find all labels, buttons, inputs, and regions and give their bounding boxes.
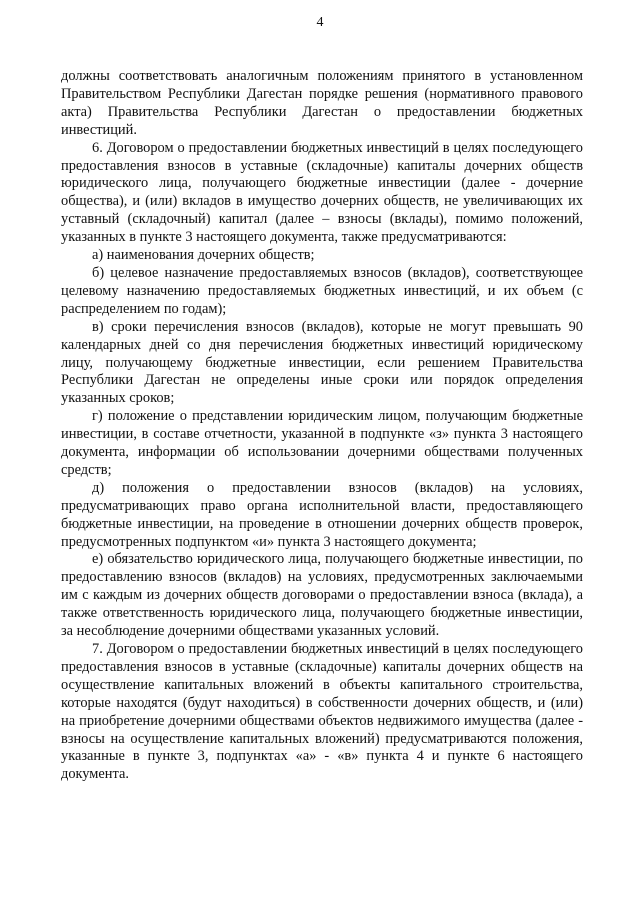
subparagraph-e: е) обязательство юридического лица, получающего бюджетные инвестиции, по предоставлению взносов (вкладов) на условиях, предусмотренных заключаемыми им с каждым из дочерних обществ договорами о предоставлении взноса (вклада), а также ответственность юридического лица, получающего бюджетные инвестиции, за несоблюдение дочерними обществами указанных условий. (61, 551, 583, 640)
paragraph-item-6: 6. Договором о предоставлении бюджетных инвестиций в целях последующего предоставления взносов в уставные (складочные) капиталы дочерних обществ юридического лица, получающего бюджетные инвестиции (далее - дочерние общества), и (или) вкладов в имущество дочерних обществ, не увеличивающих их уставный (складочный) капитал (далее – взносы (вклады), помимо положений, указанных в пункте 3 настоящего документа, также предусматриваются: (61, 139, 583, 246)
page-number: 4 (316, 15, 324, 30)
subparagraph-d: д) положения о предоставлении взносов (вкладов) на условиях, предусматривающих право органа исполнительной власти, предоставляющего бюджетные инвестиции, на проведение в отношении дочерних обществ проверок, предусмотренных подпунктом «и» пункта 3 настоящего документа; (61, 479, 583, 550)
subparagraph-b: б) целевое назначение предоставляемых взносов (вкладов), соответствующее целевому назначению предоставляемых бюджетных инвестиций, и их объем (с распределением по годам); (61, 264, 583, 317)
subparagraph-v: в) сроки перечисления взносов (вкладов), которые не могут превышать 90 календарных дней со дня перечисления бюджетных инвестиций юридическому лицу, получающему бюджетные инвестиции, если решением Правительства Республики Дагестан не определены иные сроки или порядок определения указанных сроков; (61, 318, 583, 407)
paragraph-continuation: должны соответствовать аналогичным положениям принятого в установленном Правительством Республики Дагестан порядке решения (нормативного правового акта) Правительства Республики Дагестан о предоставлении бюджетных инвестиций. (61, 68, 583, 138)
subparagraph-g: г) положение о представлении юридическим лицом, получающим бюджетные инвестиции, в составе отчетности, указанной в подпункте «з» пункта 3 настоящего документа, информации об использовании дочерними обществами полученных средств; (61, 408, 583, 478)
document-body (61, 68, 583, 784)
paragraph-item-7: 7. Договором о предоставлении бюджетных инвестиций в целях последующего предоставления взносов в уставные (складочные) капиталы дочерних обществ на осуществление капитальных вложений в объекты капитального строительства, которые находятся (будут находиться) в собственности дочерних обществ, и (или) на приобретение дочерними обществами объектов недвижимого имущества (далее - взносы на осуществление капитальных вложений) предусматриваются положения, указанные в пункте 3, подпунктах «а» - «в» пункта 4 и пункте 6 настоящего документа. (61, 641, 583, 783)
subparagraph-a: а) наименования дочерних обществ; (92, 247, 315, 264)
